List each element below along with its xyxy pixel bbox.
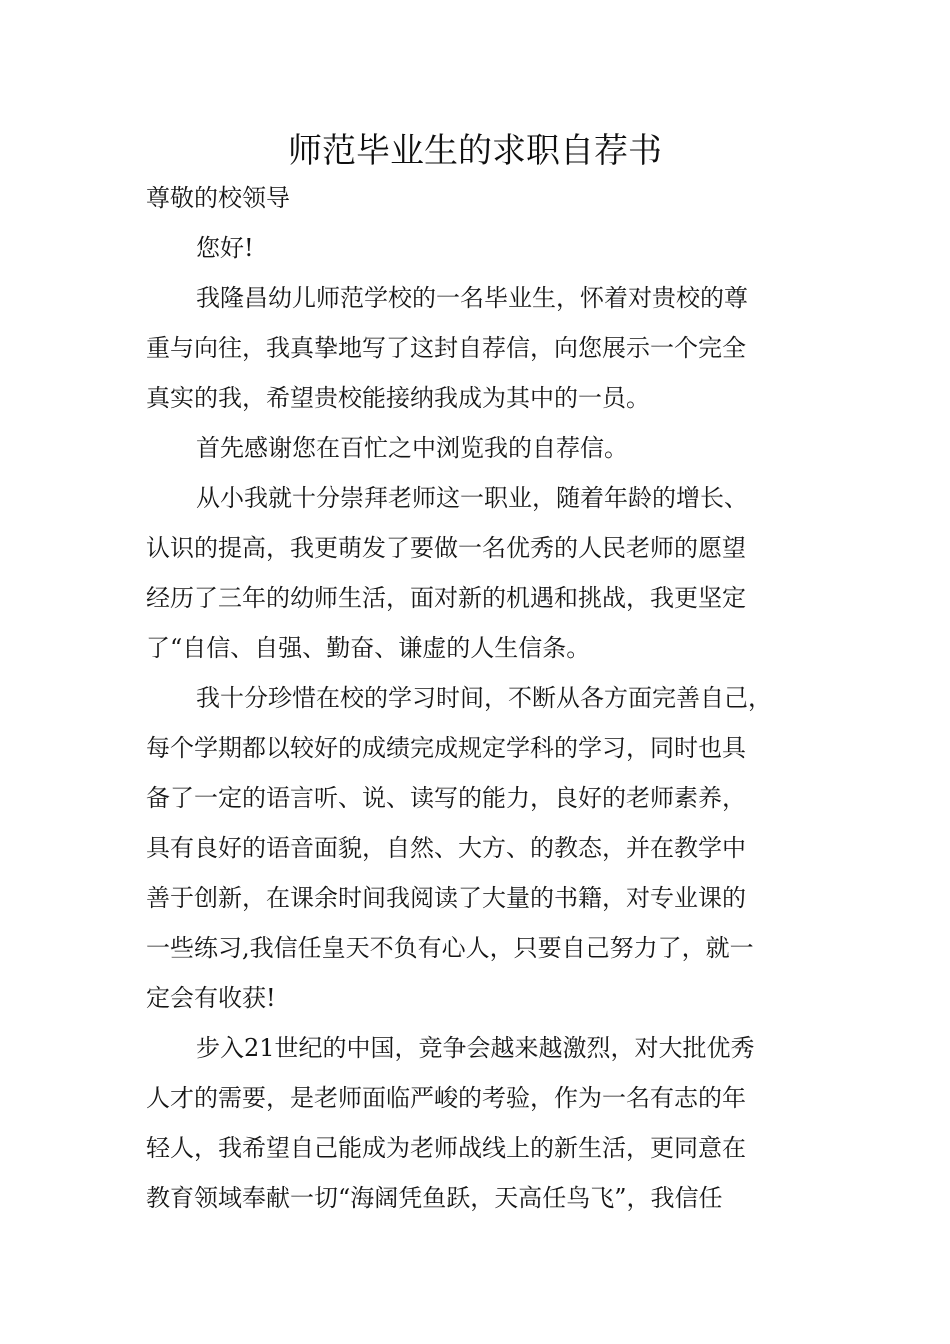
paragraph-line: 重与向往，我真挚地写了这封自荐信，向您展示一个完全 [146,334,746,362]
paragraph-line: 经历了三年的幼师生活，面对新的机遇和挑战，我更坚定 [146,584,746,612]
paragraph-line: 轻人，我希望自己能成为老师战线上的新生活，更同意在 [146,1134,746,1162]
paragraph-line: 一些练习,我信任皇天不负有心人，只要自己努力了，就一 [146,934,754,962]
paragraph-line: 真实的我，希望贵校能接纳我成为其中的一员。 [146,384,650,412]
paragraph-line: 了“自信、自强、勤奋、谦虚的人生信条。 [146,634,591,662]
paragraph-line: 每个学期都以较好的成绩完成规定学科的学习，同时也具 [146,734,746,762]
paragraph-line: 我隆昌幼儿师范学校的一名毕业生，怀着对贵校的尊 [196,284,748,312]
paragraph-line: 认识的提高，我更萌发了要做一名优秀的人民老师的愿望 [146,534,746,562]
paragraph-line: 具有良好的语音面貌，自然、大方、的教态，并在教学中 [146,834,746,862]
paragraph-line: 从小我就十分崇拜老师这一职业，随着年龄的增长、 [196,484,748,512]
paragraph-line: 人才的需要，是老师面临严峻的考验，作为一名有志的年 [146,1084,746,1112]
paragraph-line: 备了一定的语言听、说、读写的能力，良好的老师素养， [146,784,746,812]
salutation: 尊敬的校领导 [146,184,290,212]
paragraph-line: 步入21世纪的中国，竞争会越来越激烈，对大批优秀 [196,1034,755,1062]
paragraph-line: 我十分珍惜在校的学习时间，不断从各方面完善自己， [196,684,772,712]
paragraph-line: 定会有收获! [146,984,276,1012]
paragraph-line: 善于创新，在课余时间我阅读了大量的书籍，对专业课的 [146,884,746,912]
document-title: 师范毕业生的求职自荐书 [288,131,662,171]
paragraph-line: 教育领域奉献一切“海阔凭鱼跃，天高任鸟飞”，我信任 [146,1184,723,1212]
paragraph-line: 首先感谢您在百忙之中浏览我的自荐信。 [196,434,628,462]
greeting: 您好! [196,234,254,262]
